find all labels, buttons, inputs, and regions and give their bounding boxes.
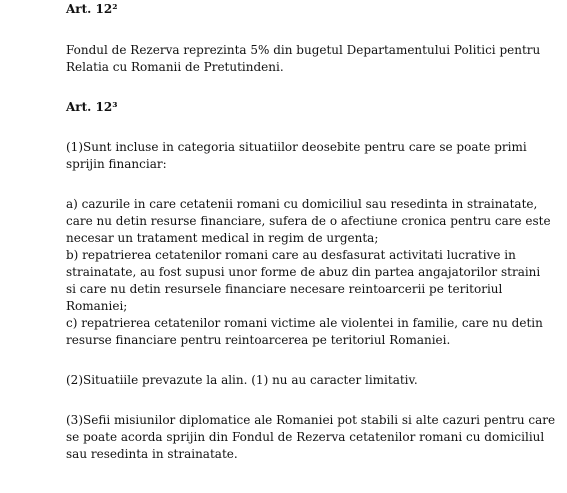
paragraph-line: se poate acorda sprijin din Fondul de Rezerva cetatenilor romani cu domiciliul (66, 430, 545, 444)
paragraph-line: (2)Situatiile prevazute la alin. (1) nu au caracter limitativ. (66, 373, 418, 387)
list-item-line: strainatate, au fost supusi unor forme de abuz din partea angajatorilor straini (66, 265, 541, 279)
article-heading: Art. 12³ (66, 100, 118, 114)
list-item-line: si care nu detin resursele financiare necesare reintoarcerii pe teritoriul (66, 282, 503, 296)
list-item-line: resurse financiare pentru reintoarcerea pe teritoriul Romaniei. (66, 333, 451, 347)
list-item-line: a) cazurile in care cetatenii romani cu domiciliul sau resedinta in strainatate, (66, 197, 538, 211)
list-item-line: b) repatrierea cetatenilor romani care au desfasurat activitati lucrative in (66, 248, 516, 262)
list-item-line: Romaniei; (66, 299, 128, 313)
article-text-line: Relatia cu Romanii de Pretutindeni. (66, 60, 284, 74)
article-text-line: Fondul de Rezerva reprezinta 5% din bugetul Departamentului Politici pentru (66, 43, 541, 57)
article-heading: Art. 12² (66, 2, 118, 16)
paragraph-line: (3)Sefii misiunilor diplomatice ale Romaniei pot stabili si alte cazuri pentru care (66, 413, 556, 427)
list-item-line: necesar un tratament medical in regim de urgenta; (66, 231, 379, 245)
paragraph-line: sprijin financiar: (66, 157, 167, 171)
list-item-line: care nu detin resurse financiare, sufera de o afectiune cronica pentru care este (66, 214, 551, 228)
list-item-line: c) repatrierea cetatenilor romani victime ale violentei in familie, care nu detin (66, 316, 543, 330)
paragraph-line: sau resedinta in strainatate. (66, 447, 238, 461)
paragraph-line: (1)Sunt incluse in categoria situatiilor deosebite pentru care se poate primi (66, 140, 527, 154)
